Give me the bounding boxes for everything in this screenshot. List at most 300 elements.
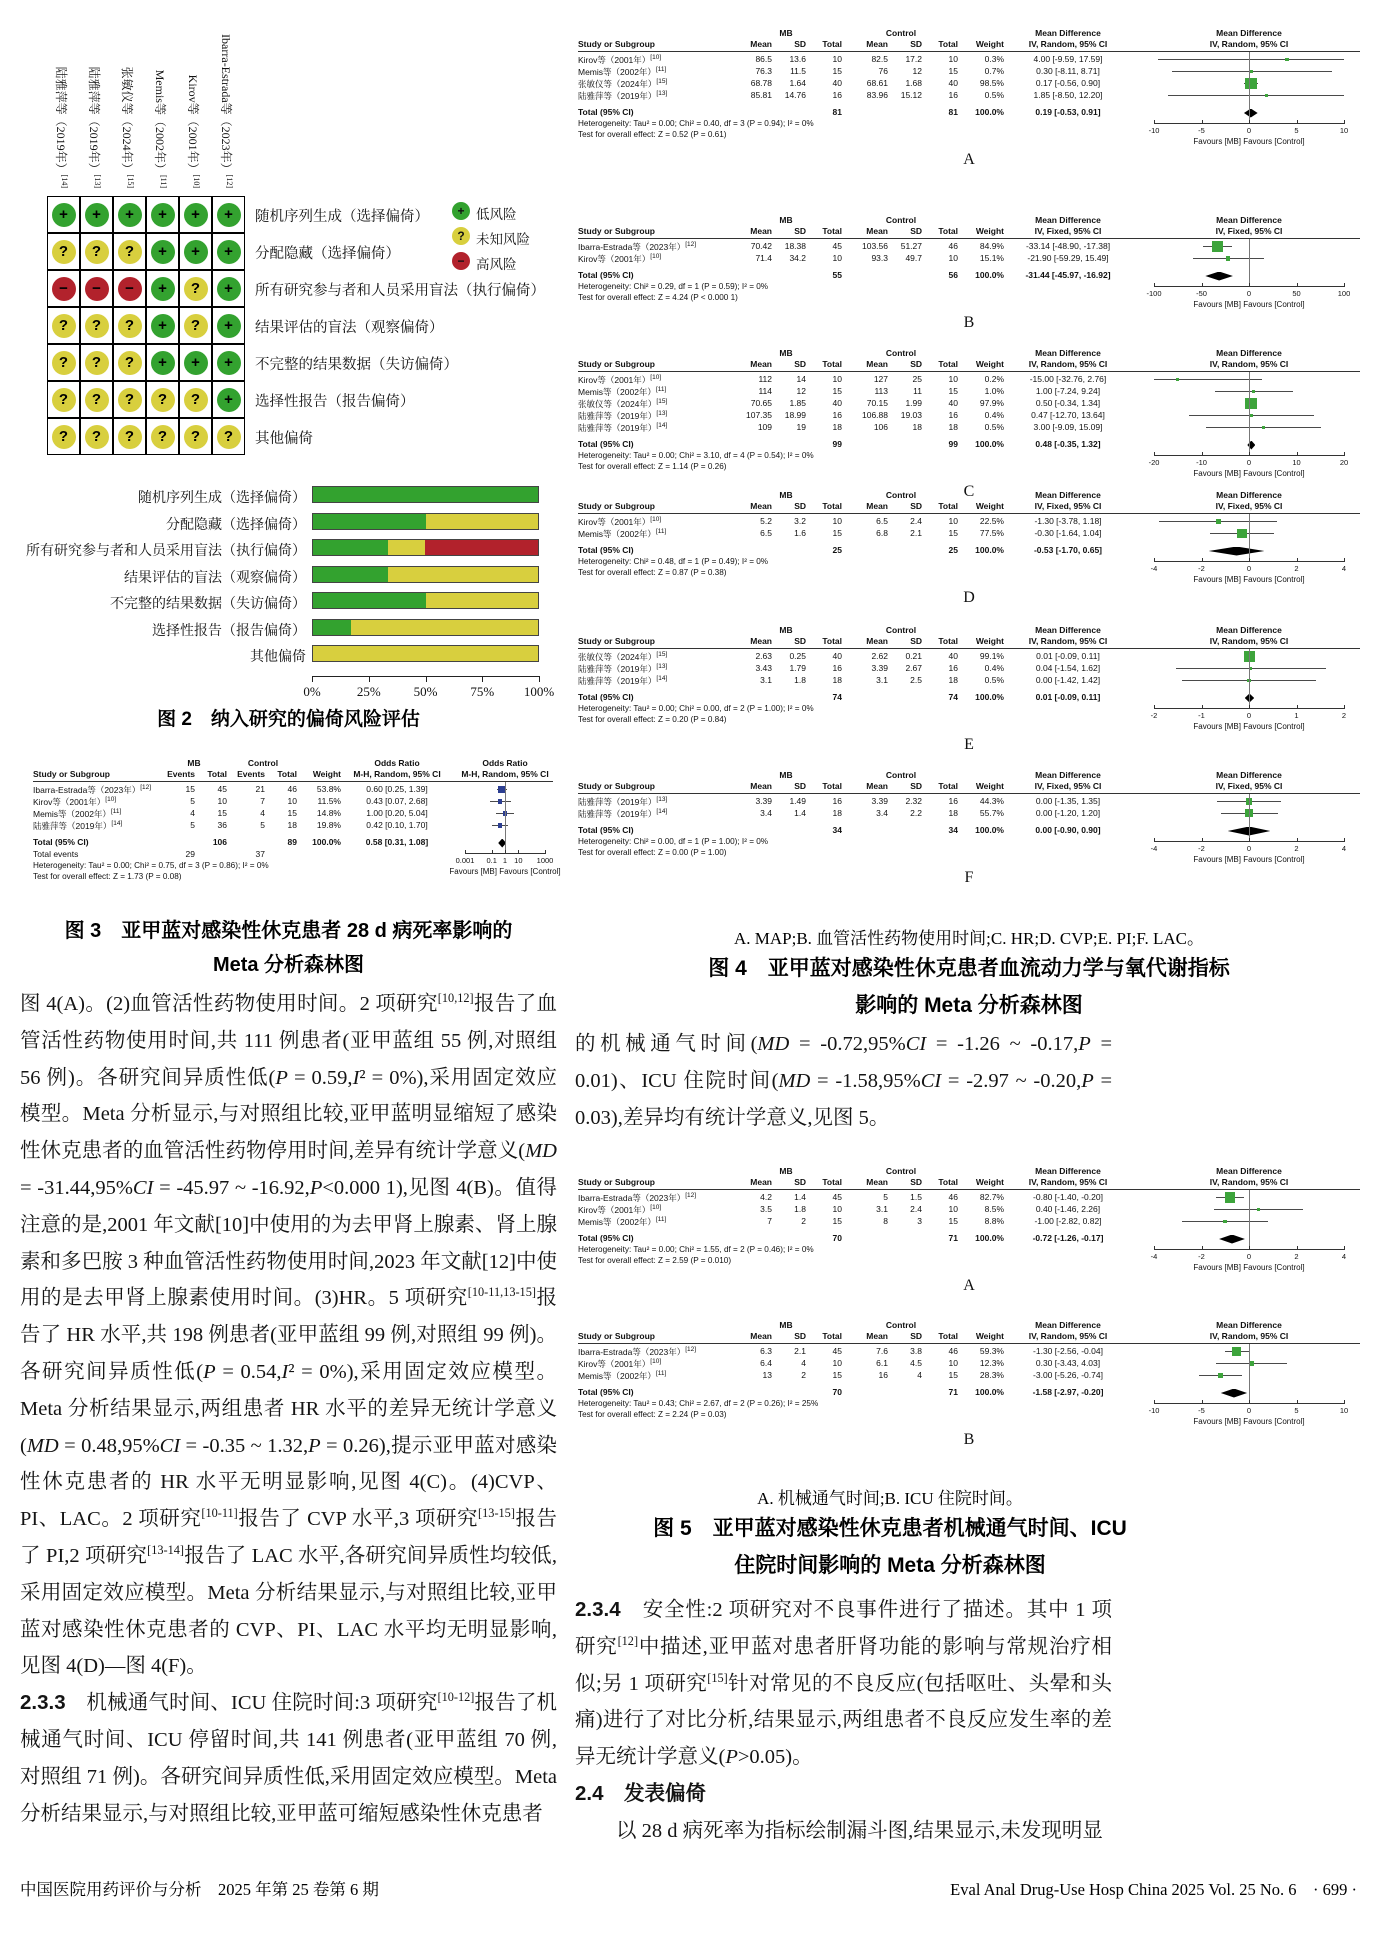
effect-marker [1237,529,1247,539]
col-group-experimental: MB [779,348,793,358]
total-events-label: Total events [33,849,79,859]
forest-row-study: Memis等（2002年）[11] [578,386,667,397]
forest-row-study: Kirov等（2001年）[10] [578,516,662,527]
col-header-study: Study or Subgroup [578,226,655,236]
total-ci-text: -1.58 [-2.97, -0.20] [1032,1387,1104,1397]
col-header: Total [822,359,842,369]
body-text-left-column [20,986,557,1832]
col-group-experimental: MB [779,1320,793,1330]
col-header-ci-text: IV, Random, 95% CI [1028,39,1108,49]
rob-judgement-cell [179,196,212,233]
forest-row-value: 10 [832,1358,842,1368]
rob-judgement-cell [47,270,80,307]
plot-zero-line [1249,372,1250,455]
forest-row-value: 16 [832,90,842,100]
heterogeneity-text: Heterogeneity: Tau² = 0.00; Chi² = 3.10, df = 4 (P = 0.54); I² = 0% [578,451,814,460]
plot-axis-tick-label: -100 [1146,289,1162,298]
col-header-ci-text: M-H, Random, 95% CI [353,769,441,779]
rob-judgement-cell [113,270,146,307]
col-header-ci-text: IV, Random, 95% CI [1028,1177,1108,1187]
col-header: Events [167,769,195,779]
forest-row-value: 10 [948,1358,958,1368]
forest-row-value: 6.5 [760,528,772,538]
col-header: Total [938,501,958,511]
col-group-effect-text: Mean Difference [1035,1166,1101,1176]
plot-axis-tick [1249,838,1250,842]
plot-axis-tick [1202,705,1203,709]
col-group-effect-text: Mean Difference [1035,28,1101,38]
forest-row-value: 10 [832,1204,842,1214]
forest-row-value: 5.2 [760,516,772,526]
effect-marker [1285,58,1288,61]
forest-row-study: Kirov等（2001年）[10] [578,253,662,264]
forest-row-value: 98.5% [979,78,1004,88]
col-header: Mean [750,1331,772,1341]
plot-axis-tick [1154,558,1155,562]
total-n2: 99 [948,439,958,449]
col-header: Total [938,226,958,236]
total-n1: 55 [832,270,842,280]
heterogeneity-text: Heterogeneity: Chi² = 0.29, df = 1 (P = 0.59); I² = 0% [578,282,769,291]
rob-judgement-low-icon: + [184,203,208,227]
total-label: Total (95% CI) [33,837,89,847]
heterogeneity-text: Heterogeneity: Tau² = 0.00; Chi² = 0.75, df = 3 (P = 0.86); I² = 0% [33,861,269,870]
forest-row-value: 18 [948,422,958,432]
forest-row-value: 8 [883,1216,888,1226]
plot-axis-tick-label: -5 [1198,126,1205,135]
forest-row-value: 14.8% [316,808,341,818]
forest-row-study: Ibarra-Estrada等（2023年）[12] [578,1346,697,1357]
rob-bar-segment [426,593,539,608]
rob-judgement-unclear-icon: ? [151,388,175,412]
col-header: Mean [866,636,888,646]
rob-judgement-cell [80,196,113,233]
footer-journal-title-en: Eval Anal Drug-Use Hosp China 2025 Vol. 25 No. 6 · 699 · [950,1880,1357,1899]
forest-row-value: 53.8% [316,784,341,794]
rob-judgement-cell [80,270,113,307]
plot-zero-line [1249,239,1250,286]
rob-study-header: 陆雅萍等（2019年）[13] [86,66,102,188]
figure5-caption-line1: 图 5 亚甲蓝对感染性休克患者机械通气时间、ICU [653,1517,1127,1540]
rob-judgement-cell [80,418,113,455]
col-group-effect-plot: Mean Difference [1216,348,1282,358]
rob-bar-segment [313,514,426,529]
total-weight: 100.0% [975,439,1004,449]
plot-axis-tick-label: 2 [1294,1252,1299,1261]
heterogeneity-text: Heterogeneity: Tau² = 0.43; Chi² = 2.67, df = 2 (P = 0.26); I² = 25% [578,1399,819,1408]
paragraph-section-2-3-3: 2.3.3 机械通气时间、ICU 住院时间:3 项研究[10-12]报告了机械通气时间、ICU 停留时间,共 141 例患者(亚甲蓝组 70 例,对照组 71 例)。各研究间异质性低,采用固定效应模型。Meta 分析结果显示,与对照组比较,亚甲蓝可缩短感染性休克患者 [20,1690,558,1825]
header-rule [578,371,1360,372]
plot-axis-tick-label: 20 [1339,458,1349,467]
panel-letter: C [963,483,975,500]
rob-judgement-unclear-icon: ? [217,425,241,449]
forest-row-value: 6.5 [876,516,888,526]
rob-row-label: 其他偏倚 [255,431,313,447]
forest-row-study: Kirov等（2001年）[10] [578,1204,662,1215]
forest-row-value: 15 [832,66,842,76]
rob-axis-tick-label: 75% [470,684,495,699]
forest-row-value: 5 [260,820,265,830]
rob-judgement-cell [146,381,179,418]
rob-judgement-cell [80,233,113,270]
col-group-control: Control [885,28,917,38]
forest-row-value: 19.03 [900,410,922,420]
forest-row-value: 10 [948,54,958,64]
forest-row-value: 93.3 [871,253,888,263]
col-group-experimental: MB [779,215,793,225]
col-group-effect-text: Mean Difference [1035,215,1101,225]
col-group-experimental: MB [779,28,793,38]
panel-letter: E [964,736,974,753]
total-n1: 106 [212,837,227,847]
rob-legend-unclear-icon: ? [452,227,470,245]
rob-stacked-bar [312,566,539,583]
col-header: Total [822,1177,842,1187]
rob-judgement-cell [47,344,80,381]
forest-row-value: 1.64 [789,78,806,88]
plot-axis-tick-label: 10 [1292,458,1301,467]
forest-row-value: 68.61 [866,78,888,88]
forest-row-value: 3.2 [794,516,806,526]
forest-row-ci-text: 0.04 [-1.54, 1.62] [1035,663,1101,673]
rob-judgement-unclear-icon: ? [52,240,76,264]
plot-axis-tick [1249,558,1250,562]
forest-row-value: 15 [832,386,842,396]
forest-row-ci-text: 0.30 [-3.43, 4.03] [1035,1358,1101,1368]
rob-judgement-low-icon: + [217,240,241,264]
forest-row-value: 3.4 [876,808,888,818]
forest-row-value: 0.2% [984,374,1004,384]
forest-row-ci-text: 0.60 [0.25, 1.39] [366,784,428,794]
forest-row-value: 18 [948,808,958,818]
forest-row-value: 5 [190,796,195,806]
forest-row-ci-text: 0.50 [-0.34, 1.34] [1035,398,1101,408]
forest-row-value: 2.4 [910,1204,922,1214]
paragraph-section-2-3-4: 2.3.4 安全性:2 项研究对不良事件进行了描述。其中 1 项研究[12]中描述,亚甲蓝对患者肝肾功能的影响与常规治疗相似;另 1 项研究[15]针对常见的不良反应(包括呕吐、头晕和头痛)进行了对比分析,结果显示,两组患者不良反应发生率的差异无统计学意义(P>0.05)。 [575,1598,1113,1769]
plot-axis-tick [1202,1400,1203,1404]
total-n1: 74 [832,692,842,702]
forest-row-ci-text: 1.85 [-8.50, 12.20] [1033,90,1103,100]
effect-marker [1212,241,1223,252]
rob-judgement-low-icon: + [217,388,241,412]
col-header: Total [822,1331,842,1341]
plot-axis-tick [1344,1400,1345,1404]
forest-row-value: 12 [912,66,922,76]
col-header-study: Study or Subgroup [578,1177,655,1187]
forest-row-ci-text: -1.00 [-2.82, 0.82] [1034,1216,1102,1226]
col-header: Mean [866,781,888,791]
rob-judgement-low-icon: + [151,277,175,301]
forest-row-study: 陆雅萍等（2019年）[14] [578,808,668,819]
forest-row-value: 7 [260,796,265,806]
forest-row-study: 张敏仪等（2024年）[15] [578,398,668,409]
forest-row-value: 15 [185,784,195,794]
forest-row-value: 0.3% [984,54,1004,64]
forest-row-study: 陆雅萍等（2019年）[13] [578,796,668,807]
effect-marker [1250,70,1253,73]
total-ci-text: 0.00 [-0.90, 0.90] [1035,825,1101,835]
col-header: Weight [975,359,1004,369]
col-header-ci-text: IV, Fixed, 95% CI [1034,226,1102,236]
forest-row-value: 106 [873,422,888,432]
forest-row-value: 15 [217,808,227,818]
plot-favours-label: Favours [MB] Favours [Control] [1193,575,1305,584]
total-n2: 71 [948,1233,958,1243]
rob-stacked-bar [312,486,539,503]
plot-axis-tick [1154,283,1155,287]
effect-marker [1250,1361,1254,1365]
forest-row-value: 1.49 [789,796,806,806]
plot-axis-tick-label: -2 [1198,844,1205,853]
plot-axis-tick-label: 0.001 [455,856,475,865]
total-ci-text: -0.53 [-1.70, 0.65] [1033,545,1103,555]
plot-axis-tick-label: -1 [1198,711,1205,720]
overall-effect-text: Test for overall effect: Z = 2.59 (P = 0.010) [578,1256,732,1265]
col-group-control: Control [885,625,917,635]
forest-row-value: 15 [287,808,297,818]
total-n2: 74 [948,692,958,702]
col-header: SD [910,39,922,49]
forest-row-ci-text: 4.00 [-9.59, 17.59] [1033,54,1103,64]
rob-row-label: 随机序列生成（选择偏倚） [255,209,429,225]
plot-axis-tick-label: -4 [1150,844,1158,853]
effect-marker [1250,414,1253,417]
col-group-effect-plot: Odds Ratio [482,758,528,768]
col-header: SD [910,359,922,369]
rob-judgement-low-icon: + [217,351,241,375]
header-rule [578,238,1360,239]
panel-letter: B [963,314,975,331]
forest-row-study: Ibarra-Estrada等（2023年）[12] [33,784,152,795]
forest-row-value: 44.3% [979,796,1004,806]
header-rule [578,513,1360,514]
rob-judgement-cell [47,196,80,233]
col-header: Mean [866,501,888,511]
col-header: SD [794,226,806,236]
forest-row-value: 2.4 [910,516,922,526]
plot-axis-tick-label: -10 [1148,126,1160,135]
effect-marker [1245,78,1257,90]
total-ci-text: -0.72 [-1.26, -0.17] [1032,1233,1104,1243]
panel-letter: B [963,1431,975,1448]
forest-row-ci-text: 0.47 [-12.70, 13.64] [1031,410,1105,420]
forest-row-value: 4 [260,808,265,818]
effect-marker [1262,426,1265,429]
plot-axis-tick-label: -5 [1198,1406,1205,1415]
plot-axis-tick-label: 0 [1246,1406,1252,1415]
rob-axis-tick-label: 100% [523,684,555,699]
rob-study-header: Kirov等（2001年）[10] [185,74,201,188]
plot-favours-label: Favours [MB] Favours [Control] [1193,137,1305,146]
forest-row-value: 16 [832,796,842,806]
col-group-experimental: MB [187,758,201,768]
rob-stacked-bar [312,619,539,636]
forest-row-study: 张敏仪等（2024年）[15] [578,651,668,662]
forest-row-value: 15 [948,66,958,76]
rob-judgement-cell [212,233,245,270]
forest-row-ci-text: 1.00 [0.20, 5.04] [366,808,428,818]
rob-axis-tick-label: 0% [303,684,321,699]
plot-axis-tick [1249,1400,1250,1404]
heterogeneity-text: Heterogeneity: Tau² = 0.00; Chi² = 0.40, df = 3 (P = 0.94); I² = 0% [578,119,814,128]
forest-row-value: 46 [948,1192,958,1202]
plot-zero-line [505,782,506,853]
col-header: Weight [975,501,1004,511]
forest-row-value: 2.1 [910,528,922,538]
effect-marker [1216,519,1221,524]
forest-row-study: 陆雅萍等（2019年）[14] [578,422,668,433]
rob-judgement-cell [113,233,146,270]
plot-favours-label: Favours [MB] Favours [Control] [1193,1417,1305,1426]
col-group-effect-plot: Mean Difference [1216,28,1282,38]
rob-judgement-cell [80,307,113,344]
rob-judgement-cell [146,307,179,344]
rob-study-header: 张敏仪等（2024年）[15] [119,66,135,188]
forest-row-ci-text: 0.00 [-1.42, 1.42] [1035,675,1101,685]
plot-axis-tick [1154,705,1155,709]
col-header-ci-plot: IV, Fixed, 95% CI [1215,781,1283,791]
forest-row-value: 10 [948,374,958,384]
forest-row-value: 15.12 [900,90,922,100]
rob-axis-tick [539,676,540,682]
heterogeneity-text: Heterogeneity: Chi² = 0.00, df = 1 (P = 1.00); I² = 0% [578,837,769,846]
plot-axis-tick [1154,1246,1155,1250]
total-weight: 100.0% [312,837,341,847]
forest-row-ci-text: -0.80 [-1.40, -0.20] [1033,1192,1103,1202]
forest-row-value: 70.65 [750,398,772,408]
total-label: Total (95% CI) [578,692,634,702]
plot-axis-tick-label: -10 [1196,458,1207,467]
plot-axis-tick-label: 10 [1339,1406,1349,1415]
plot-zero-line [1249,649,1250,708]
rob-judgement-unclear-icon: ? [85,388,109,412]
plot-axis-tick [1249,452,1250,456]
forest-row-value: 45 [217,784,227,794]
col-header-ci-plot: IV, Fixed, 95% CI [1215,226,1283,236]
rob-judgement-unclear-icon: ? [151,425,175,449]
plot-axis-tick [1297,1400,1298,1404]
plot-axis-tick-label: 4 [1341,844,1347,853]
col-group-experimental: MB [779,625,793,635]
rob-judgement-low-icon: + [52,203,76,227]
col-header: Mean [866,1331,888,1341]
forest-row-value: 10 [948,516,958,526]
col-header-ci-plot: IV, Random, 95% CI [1209,636,1289,646]
forest-row-value: 2.63 [755,651,772,661]
rob-judgement-unclear-icon: ? [184,425,208,449]
rob-judgement-unclear-icon: ? [118,314,142,338]
rob-judgement-unclear-icon: ? [85,425,109,449]
rob-judgement-low-icon: + [151,240,175,264]
panel-letter: A [963,151,975,168]
figure5-caption-line2: 住院时间影响的 Meta 分析森林图 [734,1554,1046,1577]
plot-favours-label: Favours [MB] Favours [Control] [1193,1263,1305,1272]
plot-favours-label: Favours [MB] Favours [Control] [1193,722,1305,731]
forest-row-ci-text: 0.00 [-1.35, 1.35] [1035,796,1101,806]
forest-row-value: 14 [796,374,806,384]
forest-row-value: 3.5 [760,1204,772,1214]
total-n2: 71 [948,1387,958,1397]
forest-row-value: 82.5 [871,54,888,64]
rob-judgement-unclear-icon: ? [118,425,142,449]
col-header: Total [938,781,958,791]
forest-row-value: 18.99 [784,410,806,420]
forest-row-value: 13.6 [789,54,806,64]
forest-row-value: 22.5% [979,516,1004,526]
forest-row-value: 17.2 [905,54,922,64]
forest-row-study: Kirov等（2001年）[10] [578,54,662,65]
rob-judgement-cell [146,196,179,233]
plot-axis-tick [1154,120,1155,124]
total-diamond [1209,547,1265,556]
total-weight: 100.0% [975,825,1004,835]
forest-row-value: 18 [912,422,922,432]
forest-row-ci-text: 0.17 [-0.56, 0.90] [1035,78,1101,88]
panel-letter: A [963,1277,975,1294]
rob-judgement-unclear-icon: ? [85,314,109,338]
rob-judgement-cell [212,344,245,381]
plot-axis-tick-label: -4 [1150,564,1158,573]
col-header-study: Study or Subgroup [578,781,655,791]
forest-row-study: 张敏仪等（2024年）[15] [578,78,668,89]
forest-row-value: 76 [878,66,888,76]
rob-judgement-cell [179,381,212,418]
rob-stacked-bar [312,539,539,556]
forest-row-value: 40 [948,78,958,88]
overall-effect-text: Test for overall effect: Z = 0.20 (P = 0.84) [578,715,727,724]
forest-row-value: 10 [832,374,842,384]
col-header: SD [794,1331,806,1341]
col-header: Mean [866,1177,888,1187]
plot-axis-tick-label: 0 [1246,289,1252,298]
rob-bar-segment [351,620,538,635]
col-header: Events [237,769,265,779]
forest-row-ci-text: 3.00 [-9.09, 15.09] [1033,422,1103,432]
forest-row-value: 1.0% [984,386,1004,396]
total-n1: 81 [832,107,842,117]
rob-judgement-unclear-icon: ? [85,240,109,264]
plot-zero-line [1249,794,1250,841]
plot-axis-tick-label: -4 [1150,1252,1158,1261]
plot-axis-tick [1297,838,1298,842]
effect-marker [1176,378,1179,381]
forest-row-value: 0.4% [984,663,1004,673]
forest-row-value: 1.4 [794,1192,806,1202]
effect-marker [1245,398,1257,410]
forest-row-value: 76.3 [755,66,772,76]
forest-row-value: 16 [948,663,958,673]
forest-row-value: 40 [832,78,842,88]
overall-effect-text: Test for overall effect: Z = 2.24 (P = 0.03) [578,1410,727,1419]
plot-axis-tick-label: -20 [1148,458,1160,467]
col-header: Weight [975,226,1004,236]
forest-row-value: 1.6 [794,528,806,538]
col-header-ci-text: IV, Fixed, 95% CI [1034,781,1102,791]
plot-favours-label: Favours [MB] Favours [Control] [449,867,561,876]
forest-row-value: 46 [287,784,297,794]
plot-axis-tick [1344,705,1345,709]
col-header-ci-text: IV, Random, 95% CI [1028,636,1108,646]
total-events-2: 37 [255,849,265,859]
rob-axis-tick [426,676,427,682]
effect-marker [1232,1347,1240,1355]
col-header: Mean [750,1177,772,1187]
forest-row-value: 114 [758,386,772,396]
forest-row-value: 13 [762,1370,772,1380]
plot-axis-tick [1202,452,1203,456]
forest-row-value: 1.85 [789,398,806,408]
col-header: Mean [750,781,772,791]
